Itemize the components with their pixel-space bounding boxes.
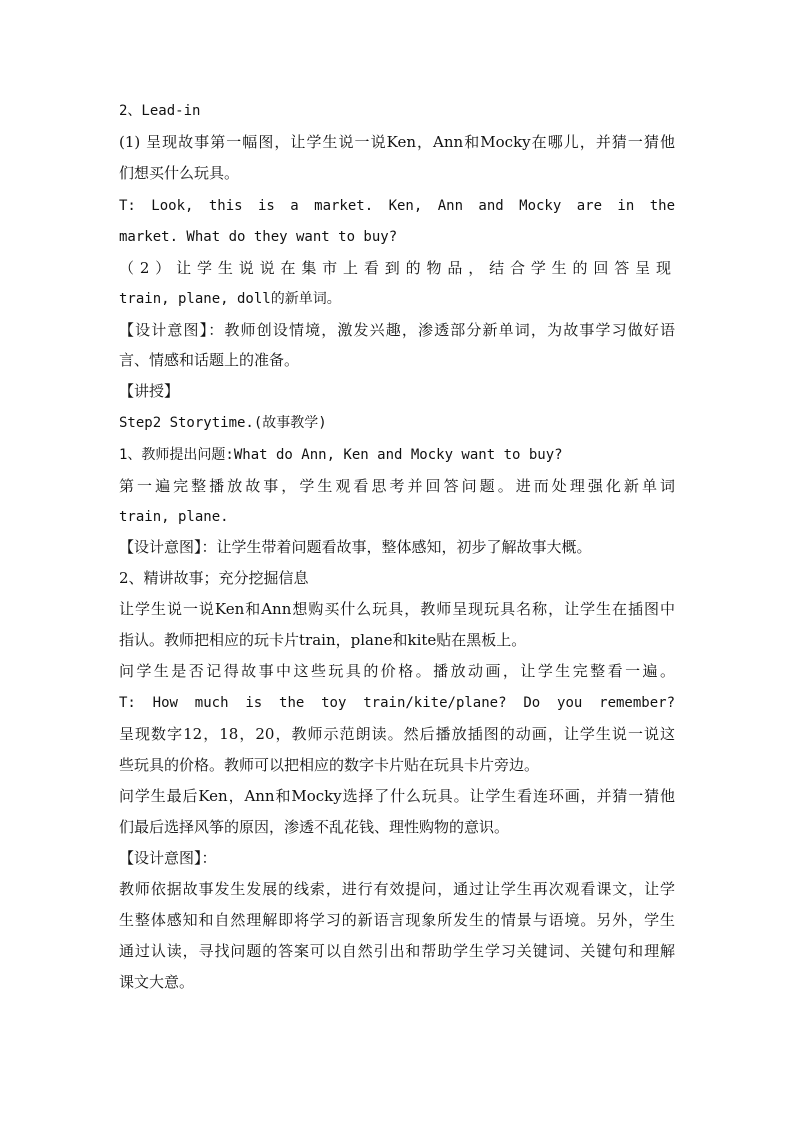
text-line: 通过认读，寻找问题的答案可以自然引出和帮助学生学习关键词、关键句和理解	[119, 942, 675, 960]
vocabulary-line: train, plane, doll的新单词。	[119, 291, 341, 307]
step-heading: Step2 Storytime.(故事教学)	[119, 415, 327, 431]
text-line: 指认。教师把相应的玩卡片train，plane和kite贴在黑板上。	[119, 631, 527, 649]
design-intent-label: 【设计意图】：教师创设情境，激发兴趣，渗透部分新单词，为故事学习做好语	[119, 321, 675, 339]
text-line: 生整体感知和自然理解即将学习的新语言现象所发生的情景与语境。另外，学生	[119, 911, 675, 929]
vocabulary-line: train, plane.	[119, 509, 229, 525]
dialogue-line: market. What do they want to buy?	[119, 229, 398, 245]
text-line: 第一遍完整播放故事，学生观看思考并回答问题。进而处理强化新单词	[119, 477, 675, 495]
text-line: 呈现数字12，18，20，教师示范朗读。然后播放插图的动画，让学生说一说这	[119, 725, 675, 743]
text-line: 让学生说一说Ken和Ann想购买什么玩具，教师呈现玩具名称，让学生在插图中	[119, 600, 675, 618]
section-heading-lead-in: 2、Lead-in	[119, 103, 201, 119]
text-line: (1) 呈现故事第一幅图，让学生说一说Ken，Ann和Mocky在哪儿，并猜一猜他	[119, 133, 675, 151]
text-line: 问学生最后Ken，Ann和Mocky选择了什么玩具。让学生看连环画，并猜一猜他	[119, 787, 675, 805]
text-line: 课文大意。	[119, 973, 195, 991]
design-intent-label: 【设计意图】：	[119, 849, 217, 867]
dialogue-line: T: Look, this is a market. Ken, Ann and Mocky are in the	[119, 198, 675, 214]
section-heading: 2、精讲故事；充分挖掘信息	[119, 569, 309, 587]
text-line: 问学生是否记得故事中这些玩具的价格。播放动画，让学生完整看一遍。	[119, 662, 675, 680]
text-line: 们想买什么玩具。	[119, 164, 240, 182]
text-line: 些玩具的价格。教师可以把相应的数字卡片贴在玩具卡片旁边。	[119, 756, 540, 774]
question-line: 1、教师提出问题:What do Ann, Ken and Mocky want to buy?	[119, 447, 563, 463]
text-line: 们最后选择风筝的原因，渗透不乱花钱、理性购物的意识。	[119, 818, 510, 836]
text-line: 教师依据故事发生发展的线索，进行有效提问，通过让学生再次观看课文，让学	[119, 880, 675, 898]
text-line: （2）让学生说说在集市上看到的物品，结合学生的回答呈现	[119, 259, 675, 277]
text-line: 言、情感和话题上的准备。	[119, 351, 300, 369]
section-heading-teaching: 【讲授】	[119, 382, 180, 400]
dialogue-line: T: How much is the toy train/kite/plane? Do you remember?	[119, 695, 675, 711]
design-intent-label: 【设计意图】：让学生带着问题看故事，整体感知，初步了解故事大概。	[119, 538, 592, 556]
